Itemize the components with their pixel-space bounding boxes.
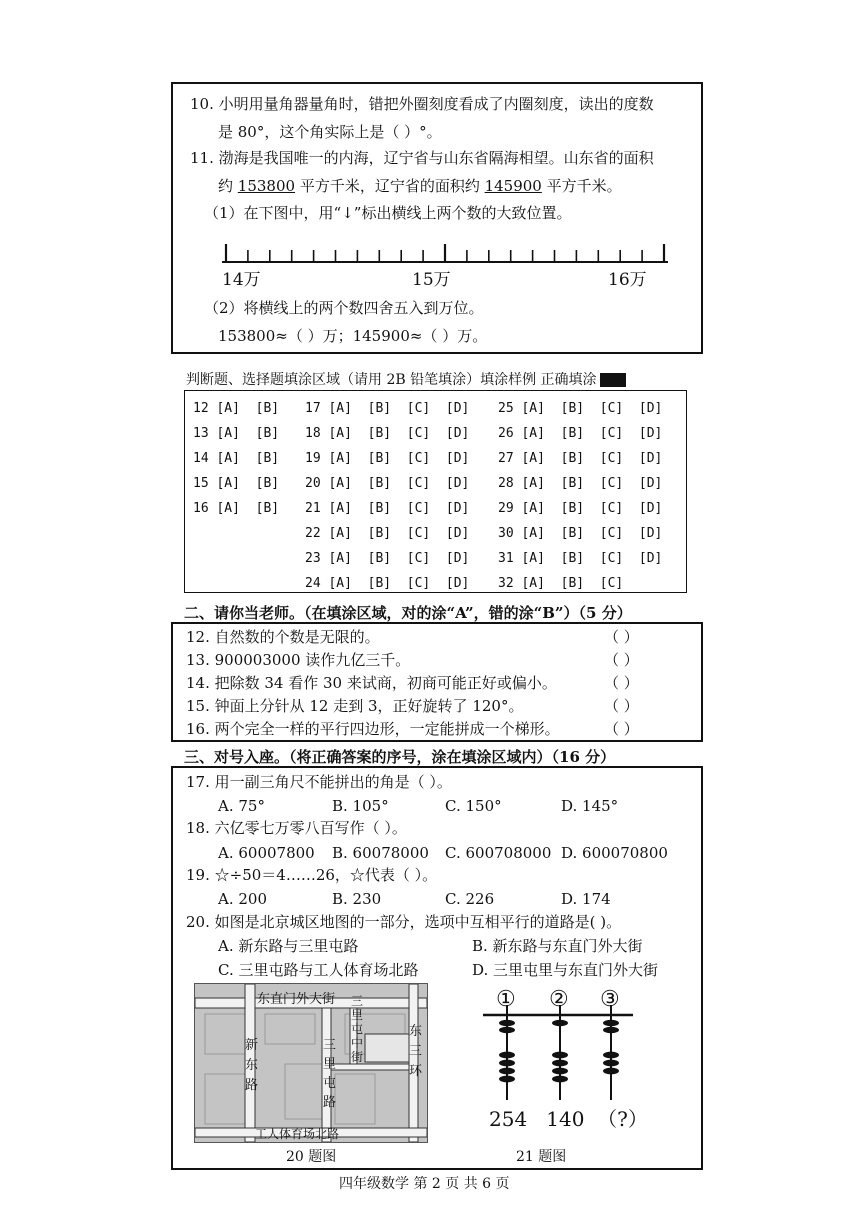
judge-item-paren[interactable]: （ ） [604,674,639,692]
road-char: 街 [351,1050,364,1064]
judge-item-paren[interactable]: （ ） [604,628,639,646]
abacus-bead [499,1068,515,1075]
abacus-bead [499,1060,515,1067]
q10-line2: 是 80°，这个角实际上是（ ）°。 [218,123,442,141]
section3-title: 三、对号入座。（将正确答案的序号，涂在填涂区域内）（16 分） [184,748,616,766]
q18-opt-d[interactable]: D. 600070800 [561,844,668,862]
q19-opt-d[interactable]: D. 174 [561,890,611,908]
answer-row[interactable]: 25 [A] [B] [C] [D] [498,401,663,416]
q18-opt-a[interactable]: A. 60007800 [218,844,315,862]
q11-sub2-answer: 153800≈（ ）万；145900≈（ ）万。 [218,327,488,345]
abacus-bead [603,1027,619,1033]
judge-item-text: 12. 自然数的个数是无限的。 [186,628,380,646]
road-char: 三 [351,994,364,1008]
abacus-bead [552,1068,568,1075]
road-char: 里 [351,1008,364,1022]
road-char: 三 [409,1044,423,1059]
q20: 20. 如图是北京城区地图的一部分，选项中互相平行的道路是( )。 [186,913,622,931]
answer-row[interactable]: 19 [A] [B] [C] [D] [305,451,470,466]
abacus-bead [552,1060,568,1067]
q17-opt-b[interactable]: B. 105° [332,797,389,815]
q18-opt-c[interactable]: C. 600708000 [445,844,552,862]
judge-item-text: 13. 900003000 读作九亿三千。 [186,651,411,669]
road-char: 东 [409,1024,423,1039]
abacus-label-2: ② [549,987,569,1012]
road-char: 三 [323,1038,337,1053]
road-char: 路 [323,1095,337,1110]
judge-item [186,695,686,718]
answer-row[interactable]: 13 [A] [B] [193,426,280,441]
answer-row[interactable]: 28 [A] [B] [C] [D] [498,476,663,491]
answer-row[interactable]: 31 [A] [B] [C] [D] [498,551,663,566]
abacus-bead [499,1020,515,1026]
q11-sub2: （2）将横线上的两个数四舍五入到万位。 [204,299,484,317]
q17-opt-d[interactable]: D. 145° [561,797,619,815]
answer-col-1[interactable] [193,396,279,521]
q20-opt-c[interactable]: C. 三里屯路与工人体育场北路 [218,961,419,979]
abacus-caption: 21 题图 [516,1149,567,1165]
abacus-bead [499,1076,515,1083]
road-char: 新 [245,1038,259,1053]
section2-items [186,626,686,741]
number-line[interactable] [220,240,670,270]
road-char: 里 [323,1057,337,1072]
q11-line2: 约 153800 平方千米，辽宁省的面积约 145900 平方千米。 [218,177,622,195]
q10-line1: 10. 小明用量角器量角时，错把外圈刻度看成了内圈刻度，读出的度数 [190,95,654,113]
judge-item [186,672,686,695]
road-char: 屯 [351,1022,364,1036]
answer-row[interactable]: 26 [A] [B] [C] [D] [498,426,663,441]
map-mid-road [323,1036,337,1112]
answer-row[interactable]: 24 [A] [B] [C] [D] [305,576,470,591]
q18-opt-b[interactable]: B. 60078000 [332,844,429,862]
q11-line1: 11. 渤海是我国唯一的内海，辽宁省与山东省隔海相望。山东省的面积 [190,149,654,167]
road-char: 环 [409,1064,423,1079]
tick-label-16: 16万 [608,270,647,290]
answer-col-2[interactable] [305,396,469,596]
abacus-bead [552,1076,568,1083]
q20-opt-b[interactable]: B. 新东路与东直门外大街 [472,937,643,955]
answer-row[interactable]: 20 [A] [B] [C] [D] [305,476,470,491]
map-left-road [245,1036,259,1096]
road-char: 屯 [323,1076,337,1091]
answer-row[interactable]: 16 [A] [B] [193,501,280,516]
answer-row[interactable]: 27 [A] [B] [C] [D] [498,451,663,466]
answer-row[interactable]: 29 [A] [B] [C] [D] [498,501,663,516]
judge-item-paren[interactable]: （ ） [604,697,639,715]
q20-opt-d[interactable]: D. 三里屯里与东直门外大街 [472,961,659,979]
road-char: 路 [245,1078,259,1093]
answer-col-3[interactable] [498,396,662,596]
q19: 19. ☆÷50＝4……26，☆代表（ ）。 [186,866,438,884]
answer-row[interactable]: 22 [A] [B] [C] [D] [305,526,470,541]
judge-item [186,626,686,649]
abacus-bead [552,1020,568,1026]
answer-row[interactable]: 14 [A] [B] [193,451,280,466]
abacus-label-3: ③ [600,987,620,1012]
beijing-map [194,983,428,1143]
abacus-bead [499,1027,515,1033]
answer-row[interactable]: 21 [A] [B] [C] [D] [305,501,470,516]
answer-row[interactable]: 12 [A] [B] [193,401,280,416]
judge-item [186,649,686,672]
map-top-road: 东直门外大街 [257,992,336,1007]
q18: 18. 六亿零七万零八百写作（ ）。 [186,819,407,837]
abacus-bead [603,1052,619,1059]
tick-label-15: 15万 [412,270,451,290]
map-caption: 20 题图 [286,1149,337,1165]
answer-row[interactable]: 15 [A] [B] [193,476,280,491]
abacus-label-1: ① [496,987,516,1012]
q20-opt-a[interactable]: A. 新东路与三里屯路 [218,937,359,955]
map-bottom-road: 工人体育场北路 [255,1127,340,1141]
judge-item-text: 14. 把除数 34 看作 30 来试商，初商可能正好或偏小。 [186,674,557,692]
judge-item [186,718,686,741]
q17-opt-a[interactable]: A. 75° [218,797,265,815]
answer-row[interactable]: 17 [A] [B] [C] [D] [305,401,470,416]
answer-row[interactable]: 18 [A] [B] [C] [D] [305,426,470,441]
abacus-figure [463,985,648,1145]
judge-item-paren[interactable]: （ ） [604,651,639,669]
liaoning-area: 145900 [484,177,542,195]
q19-opt-a[interactable]: A. 200 [218,890,267,908]
abacus-numbers: 254 140 （?） [489,1107,648,1131]
section2-title: 二、请你当老师。（在填涂区域，对的涂“A”，错的涂“B”）（5 分） [184,604,632,622]
abacus-bead [603,1060,619,1067]
q17-opt-c[interactable]: C. 150° [445,797,502,815]
road-char: 东 [245,1058,259,1073]
answer-row[interactable]: 23 [A] [B] [C] [D] [305,551,470,566]
q11-sub1: （1）在下图中，用“↓”标出横线上两个数的大致位置。 [204,204,572,222]
judge-item-text: 16. 两个完全一样的平行四边形，一定能拼成一个梯形。 [186,720,560,738]
judge-item-paren[interactable]: （ ） [604,720,639,738]
abacus-bead [552,1052,568,1059]
q17: 17. 用一副三角尺不能拼出的角是（ ）。 [186,773,452,791]
judge-item-text: 15. 钟面上分针从 12 走到 3，正好旋转了 120°。 [186,697,524,715]
filled-sample [600,373,626,387]
map-upper-road [351,994,365,1064]
road-char: 中 [351,1036,364,1050]
abacus-bead [603,1068,619,1075]
answer-row[interactable]: 32 [A] [B] [C] [498,576,624,591]
shandong-area: 153800 [237,177,296,195]
map-right-road [409,1022,423,1082]
abacus-bead [603,1020,619,1026]
tick-label-14: 14万 [222,270,261,290]
answer-area-title: 判断题、选择题填涂区域（请用 2B 铅笔填涂）填涂样例 正确填涂 [186,370,626,390]
page-footer: 四年级数学 第 2 页 共 6 页 [339,1176,510,1192]
answer-row[interactable]: 30 [A] [B] [C] [D] [498,526,663,541]
abacus-bead [499,1052,515,1059]
q19-opt-c[interactable]: C. 226 [445,890,495,908]
q19-opt-b[interactable]: B. 230 [332,890,382,908]
